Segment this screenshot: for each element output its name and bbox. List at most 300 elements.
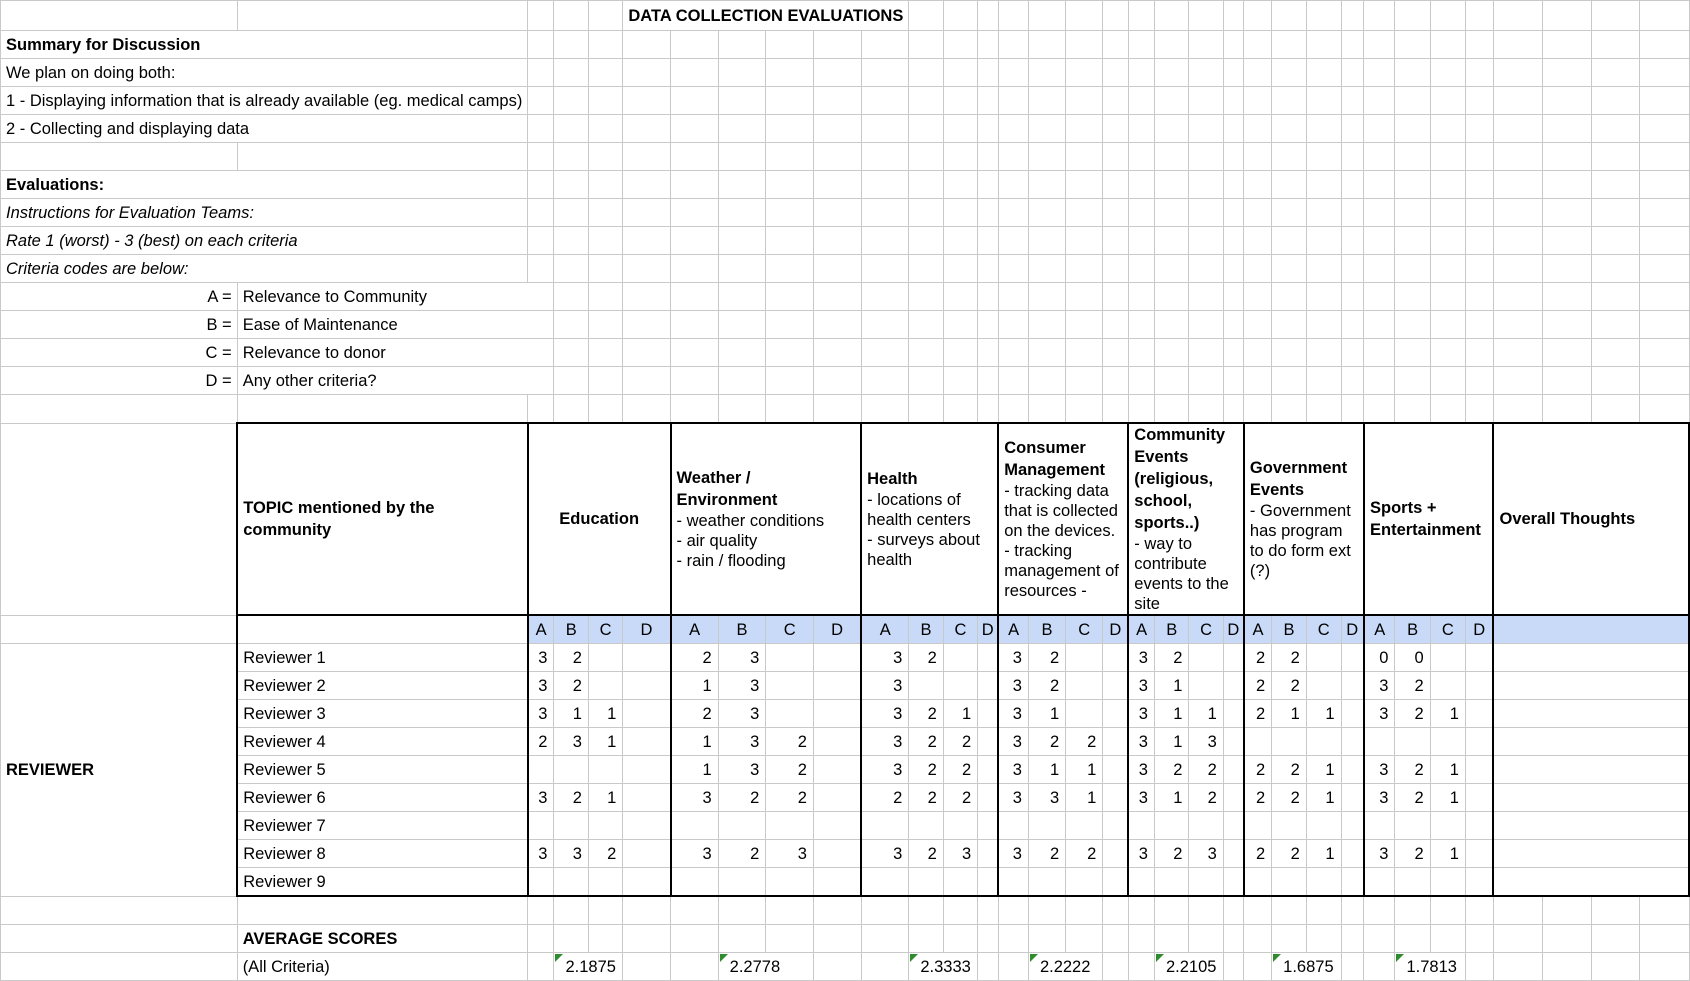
cell[interactable] — [1493, 367, 1542, 395]
score-cell[interactable]: 3 — [718, 644, 766, 672]
cell[interactable] — [1465, 171, 1493, 199]
cell[interactable] — [1493, 339, 1542, 367]
cell[interactable] — [554, 171, 588, 199]
score-cell[interactable]: 3 — [998, 644, 1028, 672]
cell[interactable] — [1223, 339, 1244, 367]
cell[interactable] — [861, 255, 909, 283]
cell[interactable] — [1364, 59, 1395, 87]
cell[interactable] — [861, 339, 909, 367]
cell[interactable] — [671, 171, 719, 199]
cell[interactable] — [813, 255, 861, 283]
cell[interactable] — [813, 896, 861, 925]
score-cell[interactable]: 1 — [671, 756, 719, 784]
cell[interactable] — [1223, 925, 1244, 953]
cell[interactable] — [1465, 115, 1493, 143]
cell[interactable] — [528, 896, 554, 925]
score-cell[interactable] — [813, 812, 861, 840]
score-cell[interactable]: 2 — [909, 840, 943, 868]
score-cell[interactable]: 1 — [1154, 728, 1188, 756]
cell[interactable] — [1128, 31, 1154, 59]
cell[interactable] — [1189, 115, 1223, 143]
overall-thoughts-cell[interactable] — [1493, 784, 1689, 812]
score-cell[interactable] — [943, 672, 977, 700]
criteria-letter[interactable]: D — [1341, 615, 1364, 644]
cell[interactable] — [588, 199, 622, 227]
cell[interactable] — [1341, 171, 1364, 199]
cell[interactable] — [1, 615, 238, 644]
score-cell[interactable] — [1465, 728, 1493, 756]
cell[interactable] — [1128, 227, 1154, 255]
reviewer-name[interactable]: Reviewer 6 — [237, 784, 528, 812]
cell[interactable] — [237, 143, 528, 171]
score-cell[interactable]: 3 — [554, 728, 588, 756]
cell[interactable] — [998, 283, 1028, 311]
cell[interactable] — [861, 283, 909, 311]
score-cell[interactable] — [1465, 868, 1493, 897]
criteria-letter[interactable]: B — [1395, 615, 1430, 644]
score-cell[interactable]: 1 — [588, 728, 622, 756]
score-cell[interactable] — [1066, 644, 1103, 672]
score-cell[interactable]: 3 — [718, 672, 766, 700]
cell[interactable] — [718, 896, 766, 925]
score-cell[interactable]: 3 — [528, 644, 554, 672]
cell[interactable] — [1364, 87, 1395, 115]
cell[interactable] — [978, 31, 998, 59]
score-cell[interactable] — [1272, 812, 1307, 840]
cell[interactable] — [1103, 953, 1128, 981]
cell[interactable] — [766, 59, 814, 87]
score-cell[interactable] — [528, 868, 554, 897]
score-cell[interactable] — [1103, 644, 1128, 672]
score-cell[interactable]: 1 — [1066, 756, 1103, 784]
cell[interactable] — [1223, 143, 1244, 171]
average-scores-sub[interactable]: (All Criteria) — [237, 953, 528, 981]
cell[interactable] — [1341, 283, 1364, 311]
score-cell[interactable]: 2 — [554, 784, 588, 812]
cell[interactable] — [1395, 1, 1430, 31]
cell[interactable] — [1154, 199, 1188, 227]
cell[interactable] — [1341, 311, 1364, 339]
score-cell[interactable] — [1430, 644, 1465, 672]
cell[interactable] — [1591, 367, 1640, 395]
score-cell[interactable]: 3 — [671, 784, 719, 812]
cell[interactable] — [1306, 367, 1341, 395]
score-cell[interactable] — [1223, 840, 1244, 868]
score-cell[interactable] — [1223, 672, 1244, 700]
cell[interactable] — [528, 925, 554, 953]
score-cell[interactable] — [1244, 868, 1272, 897]
cell[interactable] — [1306, 255, 1341, 283]
cell[interactable] — [1341, 953, 1364, 981]
score-cell[interactable]: 2 — [1189, 784, 1223, 812]
cell[interactable] — [1430, 395, 1465, 424]
score-cell[interactable] — [1223, 812, 1244, 840]
cell[interactable] — [1306, 339, 1341, 367]
criteria-letter[interactable]: B — [909, 615, 943, 644]
cell[interactable] — [1189, 311, 1223, 339]
cell[interactable] — [978, 395, 998, 424]
cell[interactable] — [978, 227, 998, 255]
cell[interactable] — [1591, 953, 1640, 981]
score-cell[interactable]: 3 — [998, 784, 1028, 812]
cell[interactable] — [1542, 367, 1591, 395]
cell[interactable] — [1465, 59, 1493, 87]
cell[interactable] — [554, 255, 588, 283]
cell[interactable] — [943, 255, 977, 283]
cell[interactable] — [1223, 367, 1244, 395]
score-cell[interactable] — [1465, 784, 1493, 812]
score-cell[interactable] — [1189, 644, 1223, 672]
cell[interactable] — [528, 171, 554, 199]
cell[interactable] — [671, 395, 719, 424]
cell[interactable] — [1640, 143, 1689, 171]
cell[interactable] — [1591, 255, 1640, 283]
cell[interactable] — [813, 925, 861, 953]
cell[interactable] — [1306, 31, 1341, 59]
cell[interactable] — [1272, 283, 1307, 311]
score-cell[interactable]: 3 — [1128, 700, 1154, 728]
cell[interactable] — [1154, 311, 1188, 339]
cell[interactable] — [1493, 395, 1542, 424]
criteria-letter[interactable]: B — [718, 615, 766, 644]
criteria-code[interactable]: D = — [1, 367, 238, 395]
score-cell[interactable]: 1 — [1430, 700, 1465, 728]
cell[interactable] — [766, 199, 814, 227]
score-cell[interactable] — [1103, 728, 1128, 756]
cell[interactable] — [978, 925, 998, 953]
score-cell[interactable] — [1306, 672, 1341, 700]
score-cell[interactable]: 2 — [943, 756, 977, 784]
cell[interactable] — [623, 953, 671, 981]
score-cell[interactable]: 2 — [1395, 840, 1430, 868]
score-cell[interactable] — [1364, 812, 1395, 840]
cell[interactable] — [588, 59, 622, 87]
cell[interactable] — [1244, 115, 1272, 143]
cell[interactable] — [554, 339, 588, 367]
cell[interactable] — [1223, 115, 1244, 143]
cell[interactable] — [1591, 31, 1640, 59]
cell[interactable] — [943, 339, 977, 367]
criteria-letter[interactable]: D — [813, 615, 861, 644]
instructions-text[interactable]: Instructions for Evaluation Teams: — [1, 199, 528, 227]
cell[interactable] — [671, 227, 719, 255]
cell[interactable] — [1395, 896, 1430, 925]
score-cell[interactable] — [978, 812, 998, 840]
cell[interactable] — [718, 199, 766, 227]
cell[interactable] — [1465, 283, 1493, 311]
average-score[interactable] — [909, 953, 978, 981]
score-cell[interactable]: 2 — [1244, 840, 1272, 868]
cell[interactable] — [1306, 87, 1341, 115]
cell[interactable] — [766, 283, 814, 311]
score-cell[interactable]: 2 — [1189, 756, 1223, 784]
criteria-letter[interactable]: C — [588, 615, 622, 644]
score-cell[interactable] — [623, 672, 671, 700]
topic-header-0[interactable] — [528, 423, 671, 615]
score-cell[interactable] — [588, 756, 622, 784]
criteria-letter[interactable]: C — [1066, 615, 1103, 644]
cell[interactable] — [861, 171, 909, 199]
score-cell[interactable]: 2 — [1272, 840, 1307, 868]
cell[interactable] — [943, 143, 977, 171]
cell[interactable] — [1542, 199, 1591, 227]
cell[interactable] — [1364, 255, 1395, 283]
cell[interactable] — [861, 31, 909, 59]
cell[interactable] — [1640, 311, 1689, 339]
score-cell[interactable]: 2 — [718, 784, 766, 812]
cell[interactable] — [1223, 227, 1244, 255]
cell[interactable] — [1591, 1, 1640, 31]
cell[interactable] — [1395, 255, 1430, 283]
cell[interactable] — [1103, 395, 1128, 424]
cell[interactable] — [1189, 143, 1223, 171]
cell[interactable] — [1028, 896, 1065, 925]
cell[interactable] — [1306, 143, 1341, 171]
cell[interactable] — [998, 255, 1028, 283]
cell[interactable] — [1465, 255, 1493, 283]
cell[interactable] — [998, 199, 1028, 227]
score-cell[interactable]: 2 — [1066, 840, 1103, 868]
overall-thoughts-cell[interactable] — [1493, 672, 1689, 700]
cell[interactable] — [1244, 953, 1272, 981]
cell[interactable] — [1640, 339, 1689, 367]
cell[interactable] — [978, 367, 998, 395]
score-cell[interactable]: 1 — [1306, 840, 1341, 868]
cell[interactable] — [1128, 199, 1154, 227]
score-cell[interactable]: 3 — [998, 728, 1028, 756]
cell[interactable] — [528, 31, 554, 59]
cell[interactable] — [1103, 31, 1128, 59]
cell[interactable] — [1028, 227, 1065, 255]
score-cell[interactable] — [718, 868, 766, 897]
criteria-code[interactable]: C = — [1, 339, 238, 367]
cell[interactable] — [1223, 87, 1244, 115]
cell[interactable] — [554, 1, 588, 31]
cell[interactable] — [1028, 1, 1065, 31]
cell[interactable] — [1103, 115, 1128, 143]
cell[interactable] — [1189, 255, 1223, 283]
cell[interactable] — [623, 367, 671, 395]
score-cell[interactable]: 2 — [1028, 644, 1065, 672]
criteria-letter[interactable]: A — [1364, 615, 1395, 644]
cell[interactable] — [1542, 339, 1591, 367]
cell[interactable] — [1028, 255, 1065, 283]
cell[interactable] — [978, 199, 998, 227]
cell[interactable] — [998, 953, 1028, 981]
cell[interactable] — [1341, 199, 1364, 227]
cell[interactable] — [1542, 115, 1591, 143]
score-cell[interactable]: 3 — [943, 840, 977, 868]
cell[interactable] — [1395, 115, 1430, 143]
cell[interactable] — [1640, 953, 1689, 981]
cell[interactable] — [1465, 1, 1493, 31]
score-cell[interactable]: 2 — [1028, 672, 1065, 700]
overall-thoughts-cell[interactable] — [1493, 756, 1689, 784]
cell[interactable] — [1128, 339, 1154, 367]
score-cell[interactable]: 2 — [1395, 672, 1430, 700]
cell[interactable] — [1306, 115, 1341, 143]
score-cell[interactable] — [813, 672, 861, 700]
cell[interactable] — [671, 255, 719, 283]
cell[interactable] — [1364, 227, 1395, 255]
cell[interactable] — [588, 283, 622, 311]
cell[interactable] — [1189, 395, 1223, 424]
cell[interactable] — [237, 395, 528, 424]
cell[interactable] — [1640, 255, 1689, 283]
cell[interactable] — [1542, 925, 1591, 953]
comment-marker-icon[interactable] — [1396, 954, 1404, 962]
score-cell[interactable] — [554, 868, 588, 897]
cell[interactable] — [1103, 59, 1128, 87]
cell[interactable] — [1028, 115, 1065, 143]
topic-header[interactable]: TOPIC mentioned by the community — [237, 423, 528, 615]
cell[interactable] — [978, 59, 998, 87]
cell[interactable] — [766, 339, 814, 367]
cell[interactable] — [1028, 59, 1065, 87]
cell[interactable] — [554, 311, 588, 339]
criteria-code[interactable]: A = — [1, 283, 238, 311]
cell[interactable] — [1430, 227, 1465, 255]
score-cell[interactable] — [978, 784, 998, 812]
cell[interactable] — [1272, 896, 1307, 925]
score-cell[interactable] — [766, 672, 814, 700]
cell[interactable] — [1341, 31, 1364, 59]
score-cell[interactable] — [1103, 784, 1128, 812]
cell[interactable] — [813, 115, 861, 143]
cell[interactable] — [1640, 171, 1689, 199]
score-cell[interactable] — [554, 812, 588, 840]
score-cell[interactable] — [1223, 784, 1244, 812]
cell[interactable] — [588, 87, 622, 115]
score-cell[interactable] — [861, 812, 909, 840]
cell[interactable] — [1465, 395, 1493, 424]
score-cell[interactable] — [1272, 868, 1307, 897]
cell[interactable] — [1493, 31, 1542, 59]
cell[interactable] — [1128, 953, 1154, 981]
score-cell[interactable] — [998, 868, 1028, 897]
cell[interactable] — [766, 115, 814, 143]
score-cell[interactable] — [1341, 672, 1364, 700]
cell[interactable] — [1272, 227, 1307, 255]
cell[interactable] — [1028, 31, 1065, 59]
cell[interactable] — [528, 953, 554, 981]
score-cell[interactable] — [1103, 672, 1128, 700]
cell[interactable] — [554, 227, 588, 255]
cell[interactable] — [1430, 367, 1465, 395]
score-cell[interactable] — [813, 728, 861, 756]
cell[interactable] — [1028, 311, 1065, 339]
cell[interactable] — [766, 171, 814, 199]
score-cell[interactable] — [1103, 756, 1128, 784]
evaluations-heading[interactable]: Evaluations: — [1, 171, 528, 199]
cell[interactable] — [1066, 31, 1103, 59]
cell[interactable] — [1640, 896, 1689, 925]
cell[interactable] — [1272, 339, 1307, 367]
cell[interactable] — [813, 143, 861, 171]
score-cell[interactable]: 3 — [766, 840, 814, 868]
cell[interactable] — [671, 339, 719, 367]
cell[interactable] — [1493, 115, 1542, 143]
cell[interactable] — [1430, 339, 1465, 367]
score-cell[interactable]: 3 — [998, 700, 1028, 728]
cell[interactable] — [1591, 925, 1640, 953]
cell[interactable] — [623, 395, 671, 424]
cell[interactable] — [623, 896, 671, 925]
cell[interactable] — [1430, 255, 1465, 283]
score-cell[interactable]: 3 — [1028, 784, 1065, 812]
cell[interactable] — [623, 925, 671, 953]
cell[interactable] — [1244, 925, 1272, 953]
cell[interactable] — [1542, 31, 1591, 59]
score-cell[interactable] — [623, 700, 671, 728]
reviewer-name[interactable]: Reviewer 8 — [237, 840, 528, 868]
cell[interactable] — [1028, 199, 1065, 227]
cell[interactable] — [1341, 339, 1364, 367]
cell[interactable] — [1306, 395, 1341, 424]
cell[interactable] — [998, 171, 1028, 199]
score-cell[interactable] — [1028, 868, 1065, 897]
cell[interactable] — [554, 395, 588, 424]
cell[interactable] — [623, 31, 671, 59]
cell[interactable] — [623, 171, 671, 199]
cell[interactable] — [1341, 87, 1364, 115]
cell[interactable] — [588, 31, 622, 59]
cell[interactable] — [1493, 199, 1542, 227]
cell[interactable] — [1395, 143, 1430, 171]
score-cell[interactable]: 3 — [1364, 672, 1395, 700]
cell[interactable] — [623, 199, 671, 227]
cell[interactable] — [1640, 283, 1689, 311]
cell[interactable] — [718, 395, 766, 424]
cell[interactable] — [1244, 283, 1272, 311]
score-cell[interactable] — [943, 644, 977, 672]
cell[interactable] — [1189, 367, 1223, 395]
score-cell[interactable]: 1 — [671, 672, 719, 700]
cell[interactable] — [1640, 87, 1689, 115]
cell[interactable] — [1640, 31, 1689, 59]
cell[interactable] — [943, 171, 977, 199]
cell[interactable] — [1244, 143, 1272, 171]
score-cell[interactable]: 1 — [1028, 756, 1065, 784]
cell[interactable] — [1, 423, 238, 615]
cell[interactable] — [1493, 1, 1542, 31]
cell[interactable] — [909, 1, 943, 31]
cell[interactable] — [1223, 31, 1244, 59]
score-cell[interactable]: 0 — [1395, 644, 1430, 672]
score-cell[interactable] — [1341, 812, 1364, 840]
cell[interactable] — [978, 171, 998, 199]
cell[interactable] — [998, 367, 1028, 395]
cell[interactable] — [1103, 87, 1128, 115]
score-cell[interactable] — [813, 840, 861, 868]
cell[interactable] — [1128, 171, 1154, 199]
cell[interactable] — [1189, 59, 1223, 87]
summary-line-1[interactable]: We plan on doing both: — [1, 59, 528, 87]
cell[interactable] — [718, 367, 766, 395]
cell[interactable] — [943, 199, 977, 227]
cell[interactable] — [623, 227, 671, 255]
cell[interactable] — [1591, 115, 1640, 143]
score-cell[interactable] — [1103, 812, 1128, 840]
score-cell[interactable]: 3 — [1128, 784, 1154, 812]
score-cell[interactable]: 1 — [1430, 756, 1465, 784]
cell[interactable] — [1066, 367, 1103, 395]
cell[interactable] — [623, 339, 671, 367]
cell[interactable] — [1395, 87, 1430, 115]
cell[interactable] — [1430, 896, 1465, 925]
cell[interactable] — [1493, 59, 1542, 87]
topic-header-3[interactable] — [998, 423, 1128, 615]
